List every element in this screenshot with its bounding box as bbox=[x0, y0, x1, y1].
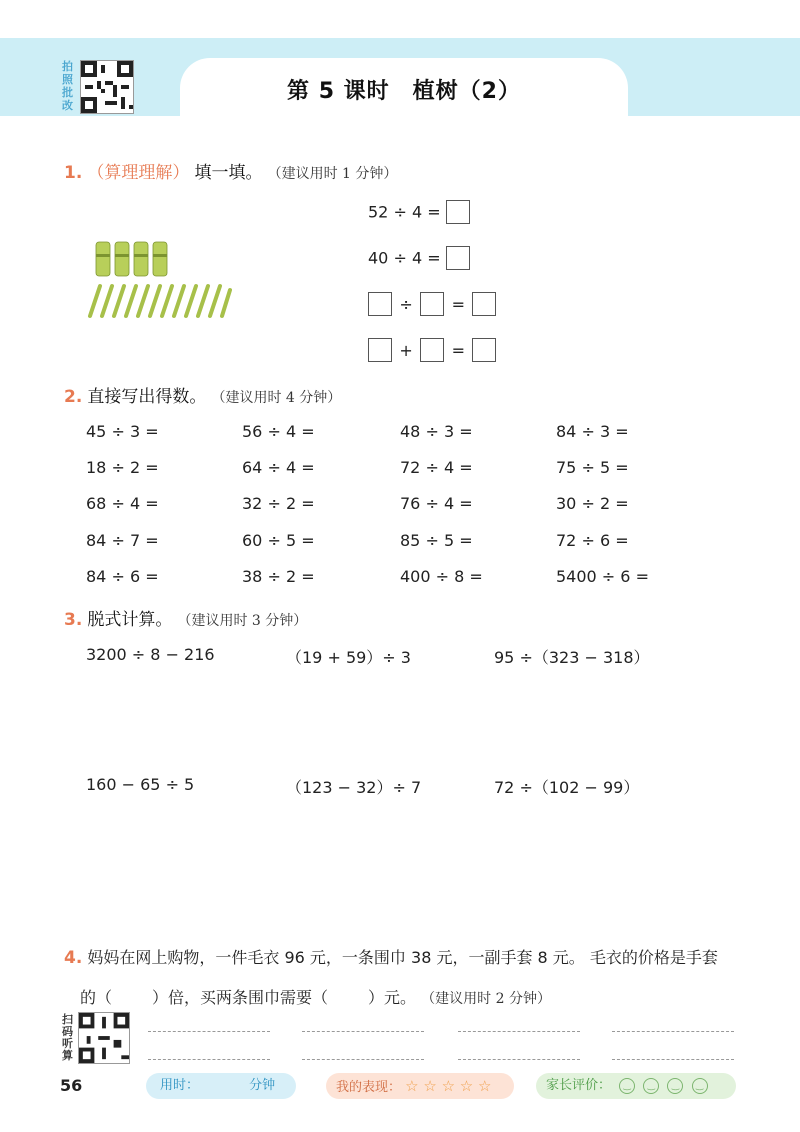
answer-line[interactable] bbox=[148, 1030, 270, 1032]
q4-text-part-c: ）元。 bbox=[368, 988, 417, 1007]
q1-number: 1. bbox=[64, 163, 83, 183]
answer-line[interactable] bbox=[302, 1058, 424, 1060]
equals-sign: = bbox=[451, 340, 465, 360]
q3-hint: （建议用时 3 分钟） bbox=[177, 613, 308, 629]
answer-box[interactable] bbox=[368, 292, 392, 316]
q3-text: 脱式计算。 bbox=[87, 610, 173, 630]
q4-text-part-a: 的（ bbox=[80, 988, 113, 1007]
q1-row-4 bbox=[368, 338, 496, 362]
answer-box[interactable] bbox=[446, 200, 470, 224]
q4-number: 4. bbox=[64, 948, 83, 968]
time-used-bar bbox=[146, 1073, 296, 1099]
parent-evaluation-bar bbox=[536, 1073, 736, 1099]
equals-sign: = bbox=[451, 294, 465, 314]
mental-math-item: 72 ÷ 6 = bbox=[556, 531, 629, 550]
q4-hint: （建议用时 2 分钟） bbox=[421, 991, 551, 1007]
parent-label: 家长评价： bbox=[546, 1078, 612, 1093]
q1-row-2 bbox=[368, 246, 470, 270]
my-performance-bar bbox=[326, 1073, 514, 1099]
mental-math-item: 48 ÷ 3 = bbox=[400, 422, 473, 441]
mental-math-item: 5400 ÷ 6 = bbox=[556, 567, 649, 586]
mental-math-item: 45 ÷ 3 = bbox=[86, 422, 159, 441]
scan-listen-label: 扫码听算 bbox=[62, 1013, 73, 1062]
stepwise-calc-item: （19 + 59）÷ 3 bbox=[286, 648, 411, 667]
smiley-face-icon[interactable]: ‿ bbox=[643, 1078, 659, 1094]
time-unit: 分钟 bbox=[249, 1078, 276, 1093]
star-rating-icon[interactable]: ☆ ☆ ☆ ☆ ☆ bbox=[405, 1077, 492, 1095]
stepwise-calc-item: 95 ÷（323 − 318） bbox=[494, 648, 650, 667]
smiley-face-icon[interactable]: ‿ bbox=[619, 1078, 635, 1094]
q2-text: 直接写出得数。 bbox=[87, 387, 207, 407]
answer-line[interactable] bbox=[612, 1030, 734, 1032]
q2-number: 2. bbox=[64, 387, 83, 407]
stepwise-calc-item: 3200 ÷ 8 − 216 bbox=[86, 645, 215, 664]
answer-box[interactable] bbox=[472, 292, 496, 316]
q1-expr-2: 40 ÷ 4 = bbox=[368, 248, 441, 268]
mental-math-item: 85 ÷ 5 = bbox=[400, 531, 473, 550]
answer-box[interactable] bbox=[420, 292, 444, 316]
question-1-heading bbox=[64, 158, 397, 183]
question-4-line-2 bbox=[80, 985, 551, 1008]
mental-math-item: 75 ÷ 5 = bbox=[556, 458, 629, 477]
stepwise-calc-item: （123 − 32）÷ 7 bbox=[286, 778, 422, 797]
answer-box[interactable] bbox=[472, 338, 496, 362]
divide-sign: ÷ bbox=[399, 294, 413, 314]
answer-box[interactable] bbox=[420, 338, 444, 362]
mental-math-item: 76 ÷ 4 = bbox=[400, 494, 473, 513]
qr-code-listening-icon[interactable] bbox=[78, 1012, 130, 1064]
mental-math-item: 32 ÷ 2 = bbox=[242, 494, 315, 513]
question-2-heading bbox=[64, 382, 341, 407]
stepwise-calc-item: 160 − 65 ÷ 5 bbox=[86, 775, 195, 794]
q1-tag: （算理理解） bbox=[87, 163, 190, 183]
mental-math-item: 72 ÷ 4 = bbox=[400, 458, 473, 477]
answer-line[interactable] bbox=[458, 1058, 580, 1060]
page-title: 第 5 课时 植树（2） bbox=[287, 79, 521, 104]
mental-math-item: 30 ÷ 2 = bbox=[556, 494, 629, 513]
mental-math-item: 84 ÷ 6 = bbox=[86, 567, 159, 586]
qr-code-grading-icon[interactable] bbox=[80, 60, 134, 114]
smiley-face-icon[interactable]: ‿ bbox=[667, 1078, 683, 1094]
mental-math-item: 84 ÷ 7 = bbox=[86, 531, 159, 550]
answer-line[interactable] bbox=[148, 1058, 270, 1060]
q1-expr-1: 52 ÷ 4 = bbox=[368, 202, 441, 222]
mental-math-item: 38 ÷ 2 = bbox=[242, 567, 315, 586]
q3-number: 3. bbox=[64, 610, 83, 630]
performance-label: 我的表现： bbox=[336, 1080, 402, 1095]
q4-text-line-1: 妈妈在网上购物，一件毛衣 96 元，一条围巾 38 元，一副手套 8 元。 毛衣的价格是手套 bbox=[87, 948, 718, 967]
plus-sign: + bbox=[399, 340, 413, 360]
q1-hint: （建议用时 1 分钟） bbox=[267, 166, 398, 182]
scan-grade-label: 拍照批改 bbox=[62, 60, 73, 112]
q1-text: 填一填。 bbox=[194, 163, 263, 183]
answer-line[interactable] bbox=[458, 1030, 580, 1032]
question-3-heading bbox=[64, 605, 307, 630]
counting-sticks-illustration bbox=[84, 232, 234, 326]
answer-line[interactable] bbox=[302, 1030, 424, 1032]
smiley-face-icon[interactable]: ‿ bbox=[692, 1078, 708, 1094]
mental-math-item: 60 ÷ 5 = bbox=[242, 531, 315, 550]
q2-hint: （建议用时 4 分钟） bbox=[211, 390, 342, 406]
answer-line[interactable] bbox=[612, 1058, 734, 1060]
page-number: 56 bbox=[60, 1076, 83, 1095]
mental-math-item: 18 ÷ 2 = bbox=[86, 458, 159, 477]
q1-row-1 bbox=[368, 200, 470, 224]
mental-math-item: 68 ÷ 4 = bbox=[86, 494, 159, 513]
q1-row-3 bbox=[368, 292, 496, 316]
mental-math-item: 400 ÷ 8 = bbox=[400, 567, 483, 586]
q4-text-part-b: ）倍，买两条围巾需要（ bbox=[152, 988, 329, 1007]
mental-math-item: 64 ÷ 4 = bbox=[242, 458, 315, 477]
stepwise-calc-item: 72 ÷（102 − 99） bbox=[494, 778, 640, 797]
time-label: 用时： bbox=[160, 1078, 200, 1093]
answer-box[interactable] bbox=[368, 338, 392, 362]
mental-math-item: 56 ÷ 4 = bbox=[242, 422, 315, 441]
question-4-line-1 bbox=[64, 945, 718, 968]
answer-box[interactable] bbox=[446, 246, 470, 270]
mental-math-item: 84 ÷ 3 = bbox=[556, 422, 629, 441]
